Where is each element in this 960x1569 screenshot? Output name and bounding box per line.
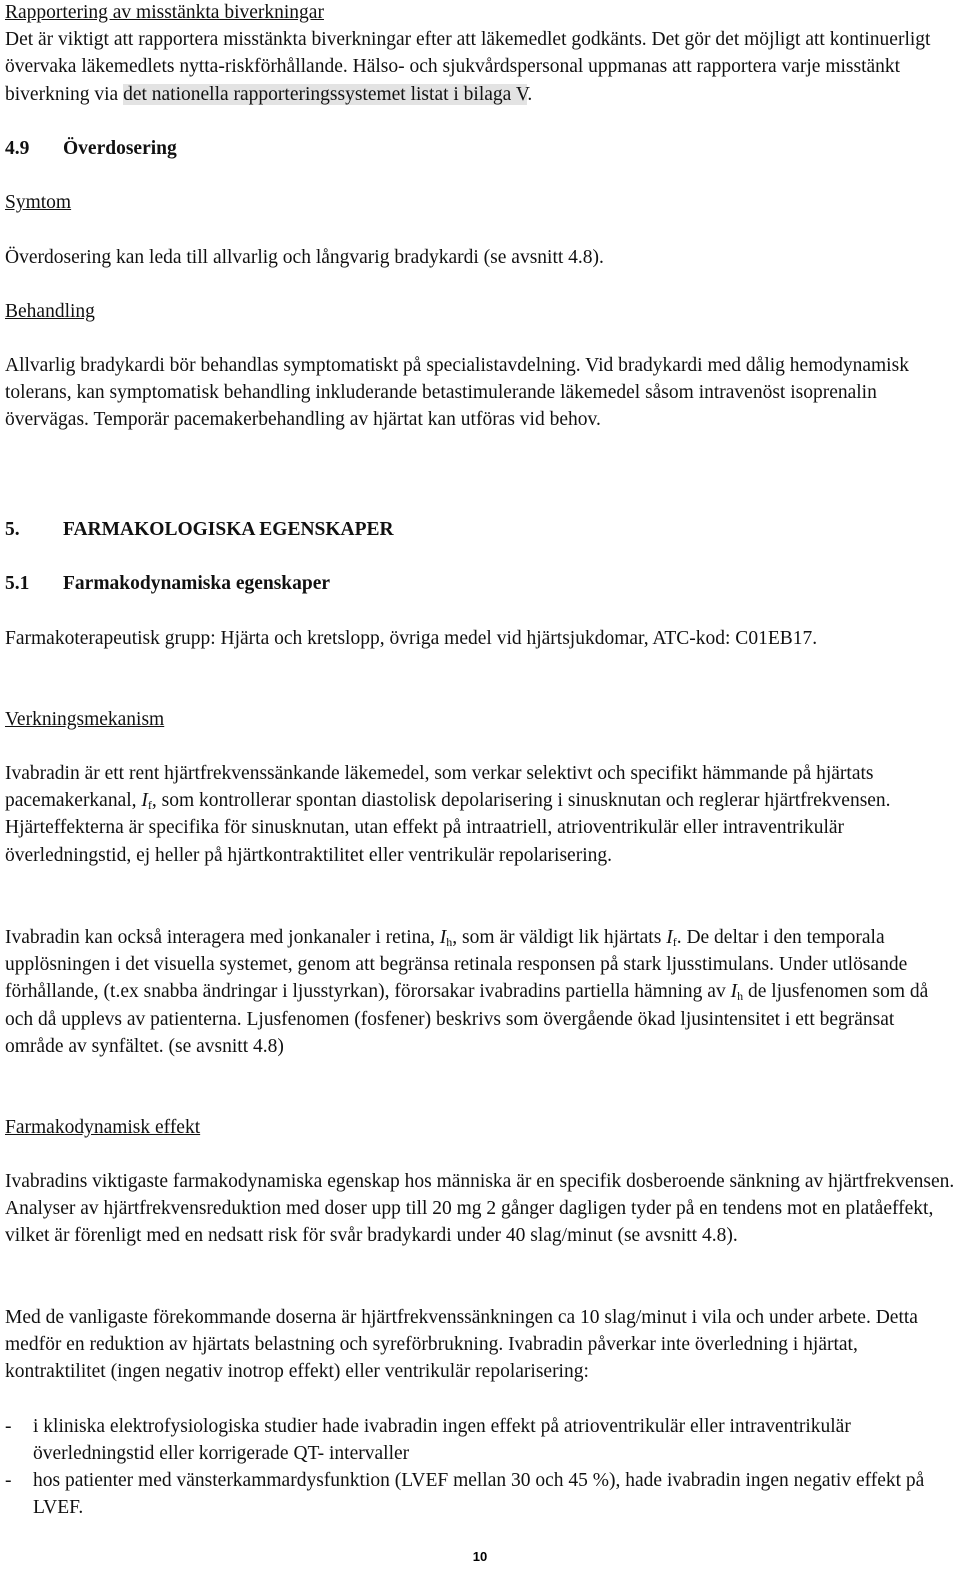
- section-5-1-heading: 5.1 Farmakodynamiska egenskaper: [5, 573, 331, 594]
- symptom-heading: Symtom: [5, 192, 72, 213]
- section-5-heading: 5. FARMAKOLOGISKA EGENSKAPER: [5, 519, 394, 540]
- mechanism-paragraph-1: Ivabradin är ett rent hjärtfrekvenssänkande läkemedel, som verkar selektivt och specifikt hämmande på hjärtats pacemakerkanal, $I_f$, som kontrollerar spontan diastolisk depolarisering i sinusknutan och reglerar hjärtfrekvensen. Hjärteffekterna är specifika för sinusknutan, utan effekt på intraatriell, atrioventrikulär eller intraventrikulär överledningstid, ej heller på hjärtkontraktilitet eller ventrikulär repolarisering.: [5, 763, 891, 866]
- section-4-9-heading: 4.9 Överdosering: [5, 138, 177, 159]
- page-number: 10: [472, 1549, 488, 1564]
- mechanism-paragraph-2: Ivabradin kan också interagera med jonkanaler i retina, $I_h$, som är väldigt lik hjärtats $I_f$. De deltar i den temporala upplösningen i det visuella systemet, genom att begränsa retinala responsen på stark ljusstimulans. Under utlösande förhållande, (t.ex snabba ändringar i ljusstyrkan), förorsakar ivabradins partiella hämning av $I_h$ de ljusfenomen som då och då upplevs av patienterna. Ljusfenomen (fosfener) beskrivs som övergående ökad ljusintensitet i ett begränsat område av synfältet. (se avsnitt 4.8): [5, 927, 929, 1057]
- reporting-paragraph: Rapportering av misstänkta biverkningar Det är viktigt att rapportera misstänkta biverkningar efter att läkemedlet godkänts. Det gör det möjligt att kontinuerligt övervaka läkemedlets nytta-riskförhållande. Hälso- och sjukvårdspersonal uppmanas att rapportera varje misstänkt biverkning via det nationella rapporteringssystemet listat i bilaga V.: [5, 2, 931, 105]
- reporting-text: Det är viktigt att rapportera misstänkta biverkningar efter att läkemedlet godkänts. Det gör det möjligt att kontinuerligt övervaka läkemedlets nytta-riskförhållande. Hälso- och sjukvårdspersonal uppmanas att rapportera varje misstänkt biverkning via: [5, 29, 931, 105]
- reporting-heading: Rapportering av misstänkta biverkningar: [5, 2, 324, 23]
- effect-paragraph-1: Ivabradins viktigaste farmakodynamiska egenskap hos människa är en specifik dosberoende sänkning av hjärtfrekvensen. Analyser av hjärtfrekvensreduktion med doser upp till 20 mg 2 gånger dagligen tyder på en tendens mot en platåeffekt, vilket är förenligt med en nedsatt risk för svår bradykardi under 40 slag/minut (se avsnitt 4.8).: [5, 1171, 955, 1247]
- effect-paragraph-2: Med de vanligaste förekommande doserna är hjärtfrekvenssänkningen ca 10 slag/minut i vila och under arbete. Detta medför en reduktion av hjärtats belastning och syreförbrukning. Ivabradin påverkar inte överledning i hjärtat, kontraktilitet (ingen negativ inotrop effekt) eller ventrikulär repolarisering:: [5, 1307, 918, 1383]
- effect-heading: Farmakodynamisk effekt: [5, 1117, 201, 1138]
- pharmacotherapeutic-group-text: Farmakoterapeutisk grupp: Hjärta och kretslopp, övriga medel vid hjärtsjukdomar, ATC-kod: C01EB17.: [5, 628, 818, 649]
- mechanism-heading: Verkningsmekanism: [5, 709, 165, 730]
- reporting-system-link[interactable]: det nationella rapporteringssystemet listat i bilaga V: [123, 83, 528, 105]
- treatment-text: Allvarlig bradykardi bör behandlas symptomatiskt på specialistavdelning. Vid bradykardi med dålig hemodynamisk tolerans, kan symptomatisk behandling inkluderande betastimulerande läkemedel såsom intravenöst isoprenalin övervägas. Temporär pacemakerbehandling av hjärtat kan utföras vid behov.: [5, 355, 909, 431]
- treatment-heading: Behandling: [5, 301, 95, 322]
- symptom-text: Överdosering kan leda till allvarlig och långvarig bradykardi (se avsnitt 4.8).: [5, 247, 604, 268]
